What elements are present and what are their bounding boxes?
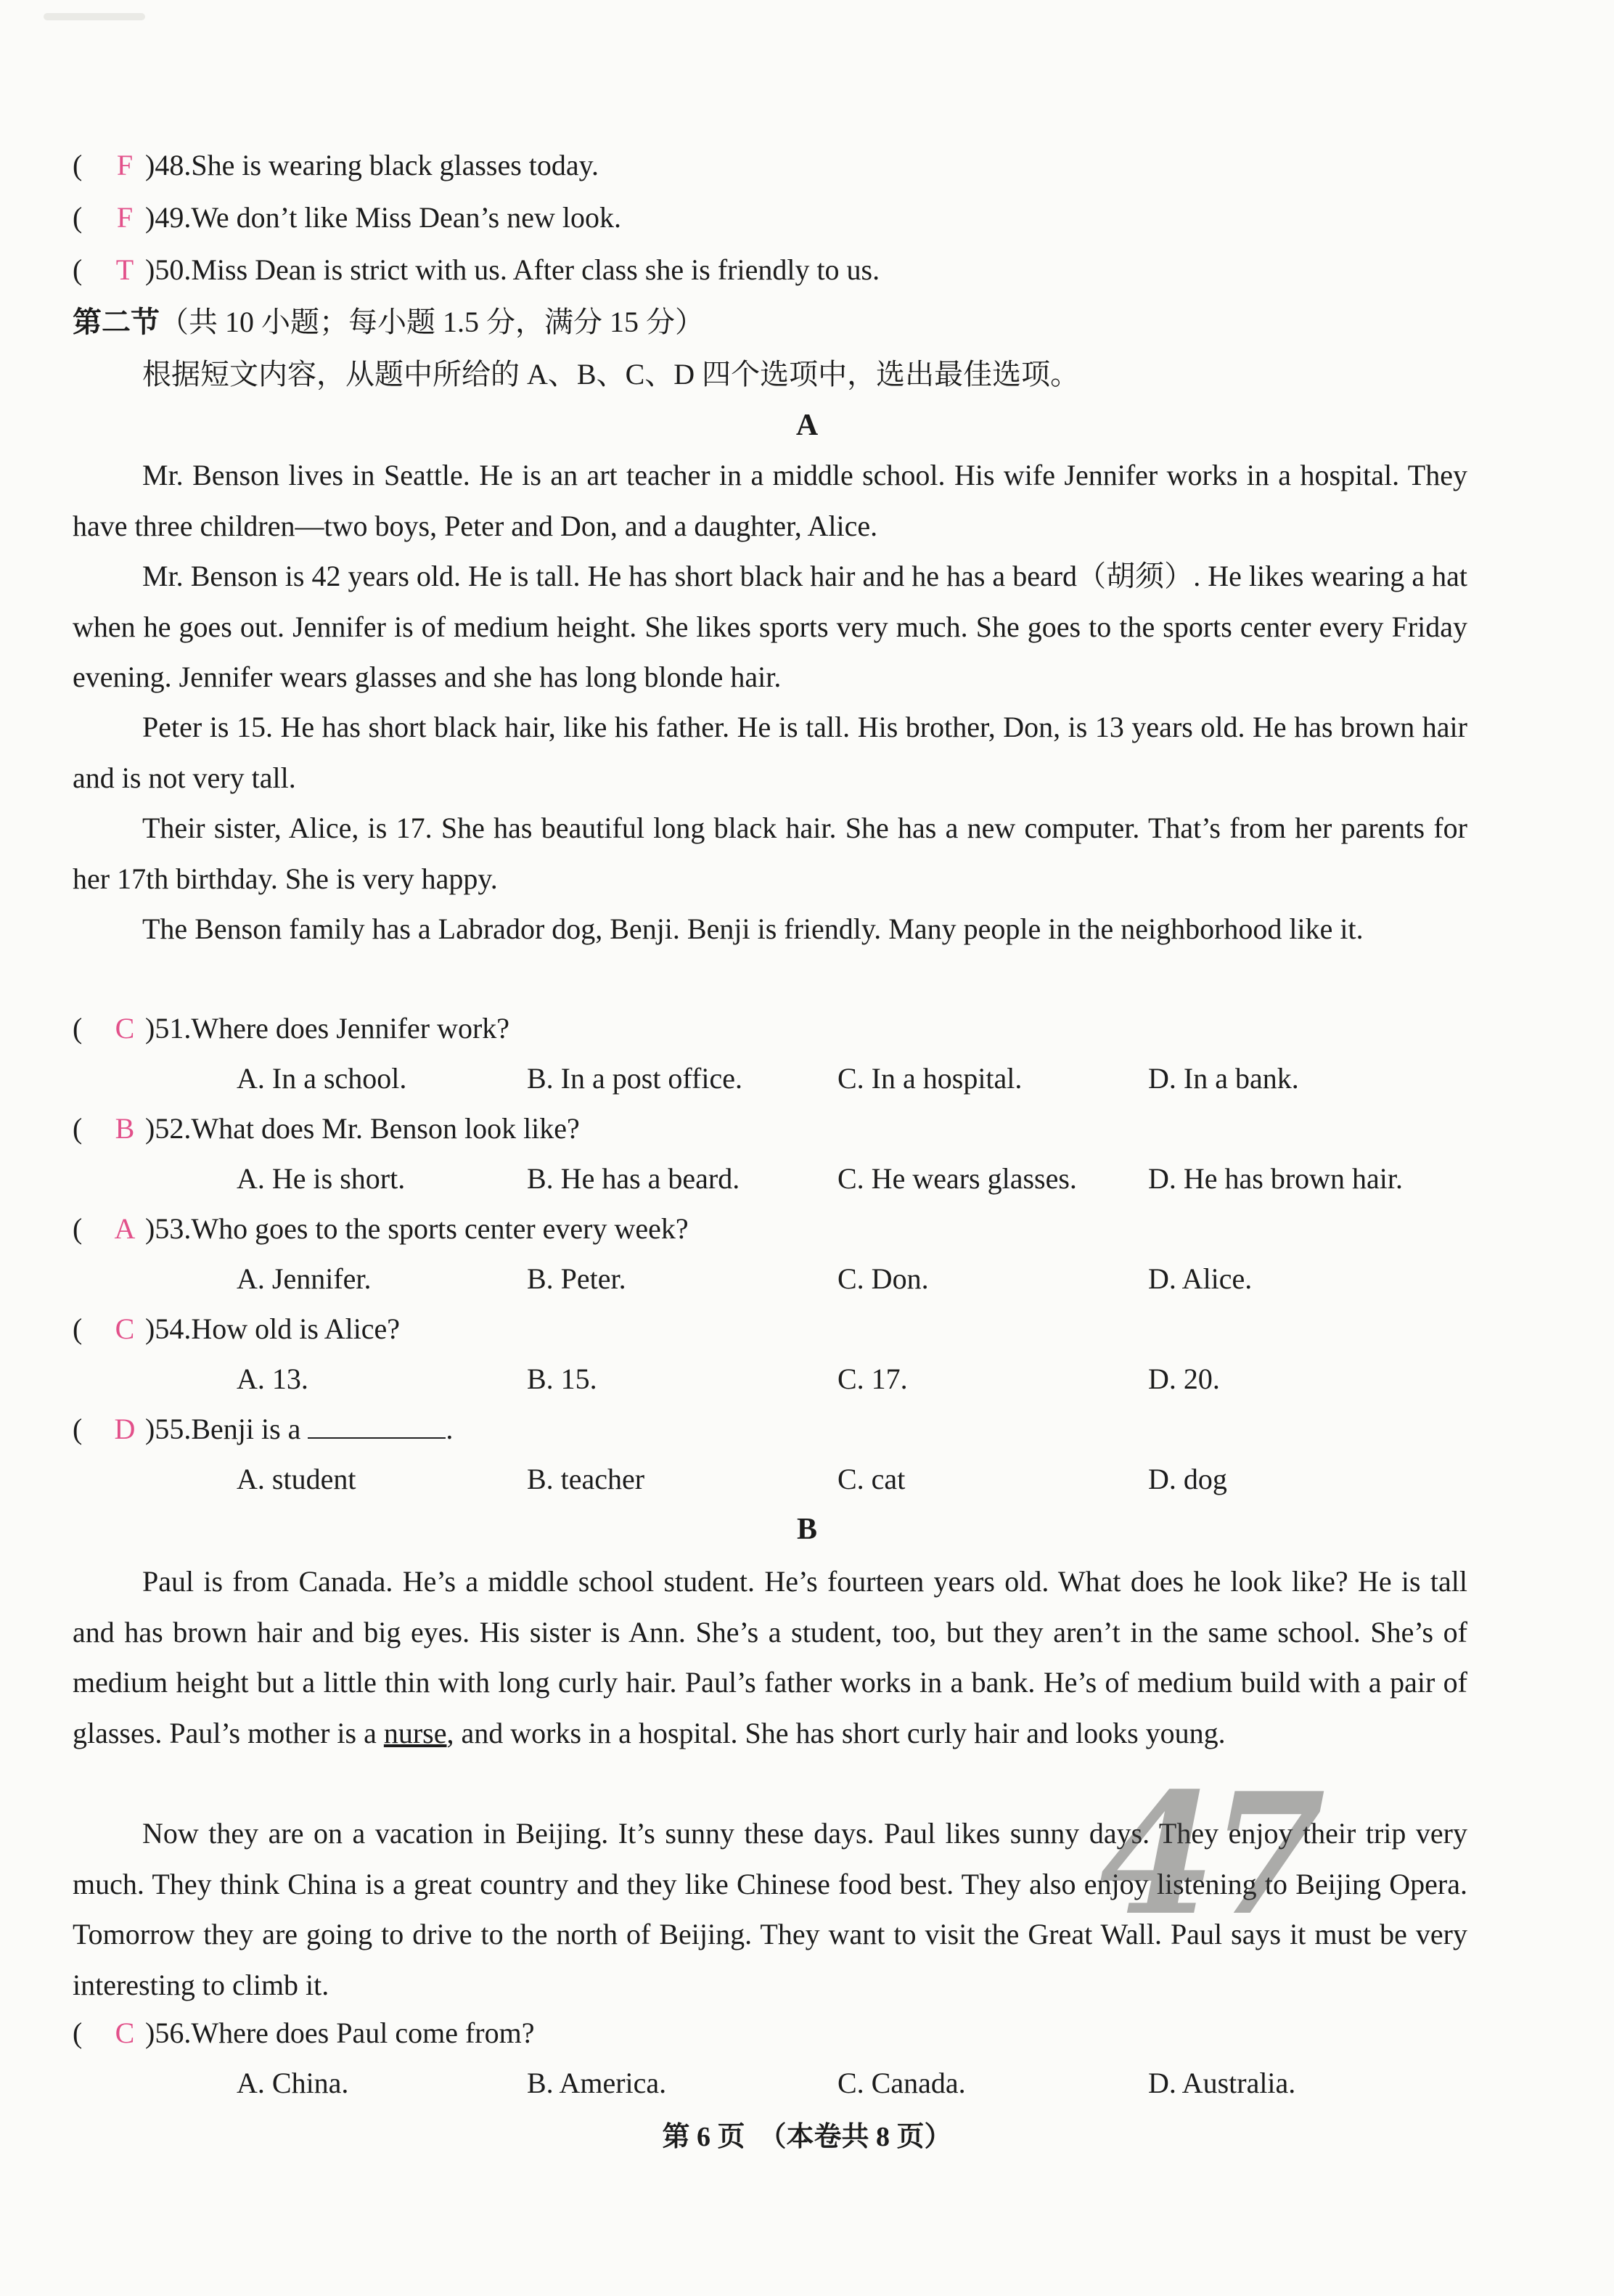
question-stem: Who goes to the sports center every week? [191,1212,689,1245]
tf-item-50 [73,248,880,292]
question-56 [73,2011,534,2055]
section-instruction: 根据短文内容，从题中所给的 A、B、C、D 四个选项中，选出最佳选项。 [142,358,1080,391]
open-paren: ( [73,149,83,181]
answer-mark: A [114,1212,136,1245]
answer-mark: F [116,201,134,234]
question-number: )52. [145,1112,192,1145]
question-number: )54. [145,1312,192,1345]
option-a: A. 13. [237,1363,308,1395]
answer-mark: C [115,1312,135,1345]
question-number: )49. [145,201,192,234]
option-b: B. teacher [527,1463,645,1495]
option-d: D. In a bank. [1148,1062,1299,1095]
option-a: A. Jennifer. [237,1262,372,1295]
option-b: B. America. [527,2067,667,2099]
passage-a-paragraph-2: Mr. Benson is 42 years old. He is tall. He has short black hair and he has a beard（胡须）. He likes wearing a hat when he goes out. Jennifer is of medium height. She likes sports very much. She goes to the sports center every Friday evening. Jennifer wears glasses and she has long blonde hair. [73,560,1467,693]
answer-mark: C [115,2017,135,2049]
option-d: D. 20. [1148,1363,1220,1395]
passage-a-paragraph-3: Peter is 15. He has short black hair, like his father. He is tall. His brother, Don, is 13 years old. He has brown hair and is not very tall. [73,711,1467,794]
passage-a-label: A [795,409,819,442]
option-c: C. cat [837,1463,906,1495]
option-d: D. dog [1148,1463,1227,1495]
option-b: B. He has a beard. [527,1162,740,1195]
answer-mark: T [115,253,134,286]
question-stem: How old is Alice? [191,1312,401,1345]
option-a: A. student [237,1463,356,1495]
passage-a-paragraph-5: The Benson family has a Labrador dog, Benji. Benji is friendly. Many people in the neighborhood like it. [142,912,1364,945]
option-c: C. Canada. [837,2067,966,2099]
answer-blank [308,1411,446,1439]
section-heading [73,301,704,344]
question-number: )53. [145,1212,192,1245]
option-a: A. He is short. [237,1162,406,1195]
answer-mark: C [115,1012,135,1045]
option-a: A. In a school. [237,1062,407,1095]
option-d: D. Australia. [1148,2067,1296,2099]
passage-b-paragraph-1 [73,1556,1467,1758]
question-52 [73,1107,580,1151]
question-text: Miss Dean is strict with us. After class she is friendly to us. [191,253,880,286]
passage-a-paragraph-1: Mr. Benson lives in Seattle. He is an art teacher in a middle school. His wife Jennifer works in a hospital. They have three children—two boys, Peter and Don, and a daughter, Alice. [73,459,1467,542]
open-paren: ( [73,1012,83,1045]
question-stem: Where does Paul come from? [191,2017,535,2049]
option-c: C. He wears glasses. [837,1162,1077,1195]
open-paren: ( [73,201,83,234]
open-paren: ( [73,1212,83,1245]
question-54 [73,1307,400,1351]
open-paren: ( [73,2017,83,2049]
underlined-word: nurse [383,1716,447,1749]
page-number-stamp: 47 [1099,1757,1321,1953]
answer-mark: B [115,1112,135,1145]
passage-b-label: B [796,1513,817,1546]
answer-mark: F [116,149,134,181]
answer-mark: D [114,1413,136,1445]
option-c: C. In a hospital. [837,1062,1023,1095]
open-paren: ( [73,1112,83,1145]
paragraph-text: Paul is from Canada. He’s a middle school student. He’s fourteen years old. What does he look like? He is tall and has brown hair and big eyes. His sister is Ann. She’s a student, too, but they aren’t in the same school. She’s of medium height but a little thin with long curly hair. Paul’s father works in a bank. He’s of medium build with a pair of glasses. Paul’s mother is a [73,1565,1467,1749]
paragraph-text: , and works in a hospital. She has short curly hair and looks young. [446,1716,1226,1749]
question-text: She is wearing black glasses today. [191,149,599,181]
question-51 [73,1007,509,1050]
section-note: （共 10 小题；每小题 1.5 分，满分 15 分） [160,306,704,338]
open-paren: ( [73,1312,83,1345]
passage-b-paragraph-2: Now they are on a vacation in Beijing. It’s sunny these days. Paul likes sunny days. They enjoy their trip very much. They think China is a great country and they like Chinese food best. They also enjoy listening to Beijing Opera. Tomorrow they are going to drive to the north of Beijing. They want to visit the Great Wall. Paul says it must be very interesting to climb it. [73,1817,1467,2001]
open-paren: ( [73,253,83,286]
question-number: )50. [145,253,192,286]
question-55 [73,1408,453,1451]
tf-item-48 [73,144,599,187]
question-text: We don’t like Miss Dean’s new look. [191,201,621,234]
option-d: D. He has brown hair. [1148,1162,1404,1195]
option-c: C. 17. [837,1363,908,1395]
question-number: )48. [145,149,192,181]
question-number: )51. [145,1012,192,1045]
question-stem: What does Mr. Benson look like? [191,1112,580,1145]
section-title: 第二节 [73,306,160,339]
question-number: )55. [145,1413,192,1445]
question-stem: Where does Jennifer work? [191,1012,510,1045]
option-b: B. 15. [527,1363,597,1395]
option-a: A. China. [237,2067,349,2099]
scan-mark [44,13,145,20]
page-footer: 第 6 页 （本卷共 8 页） [662,2122,952,2152]
question-stem-end: . [446,1413,454,1445]
question-53 [73,1207,689,1251]
passage-a-paragraph-4: Their sister, Alice, is 17. She has beautiful long black hair. She has a new computer. That’s from her parents for her 17th birthday. She is very happy. [73,812,1467,895]
question-number: )56. [145,2017,192,2049]
option-c: C. Don. [837,1262,929,1295]
option-b: B. Peter. [527,1262,626,1295]
option-d: D. Alice. [1148,1262,1253,1295]
option-b: B. In a post office. [527,1062,742,1095]
question-stem: Benji is a [191,1413,301,1445]
open-paren: ( [73,1413,83,1445]
tf-item-49 [73,196,621,240]
